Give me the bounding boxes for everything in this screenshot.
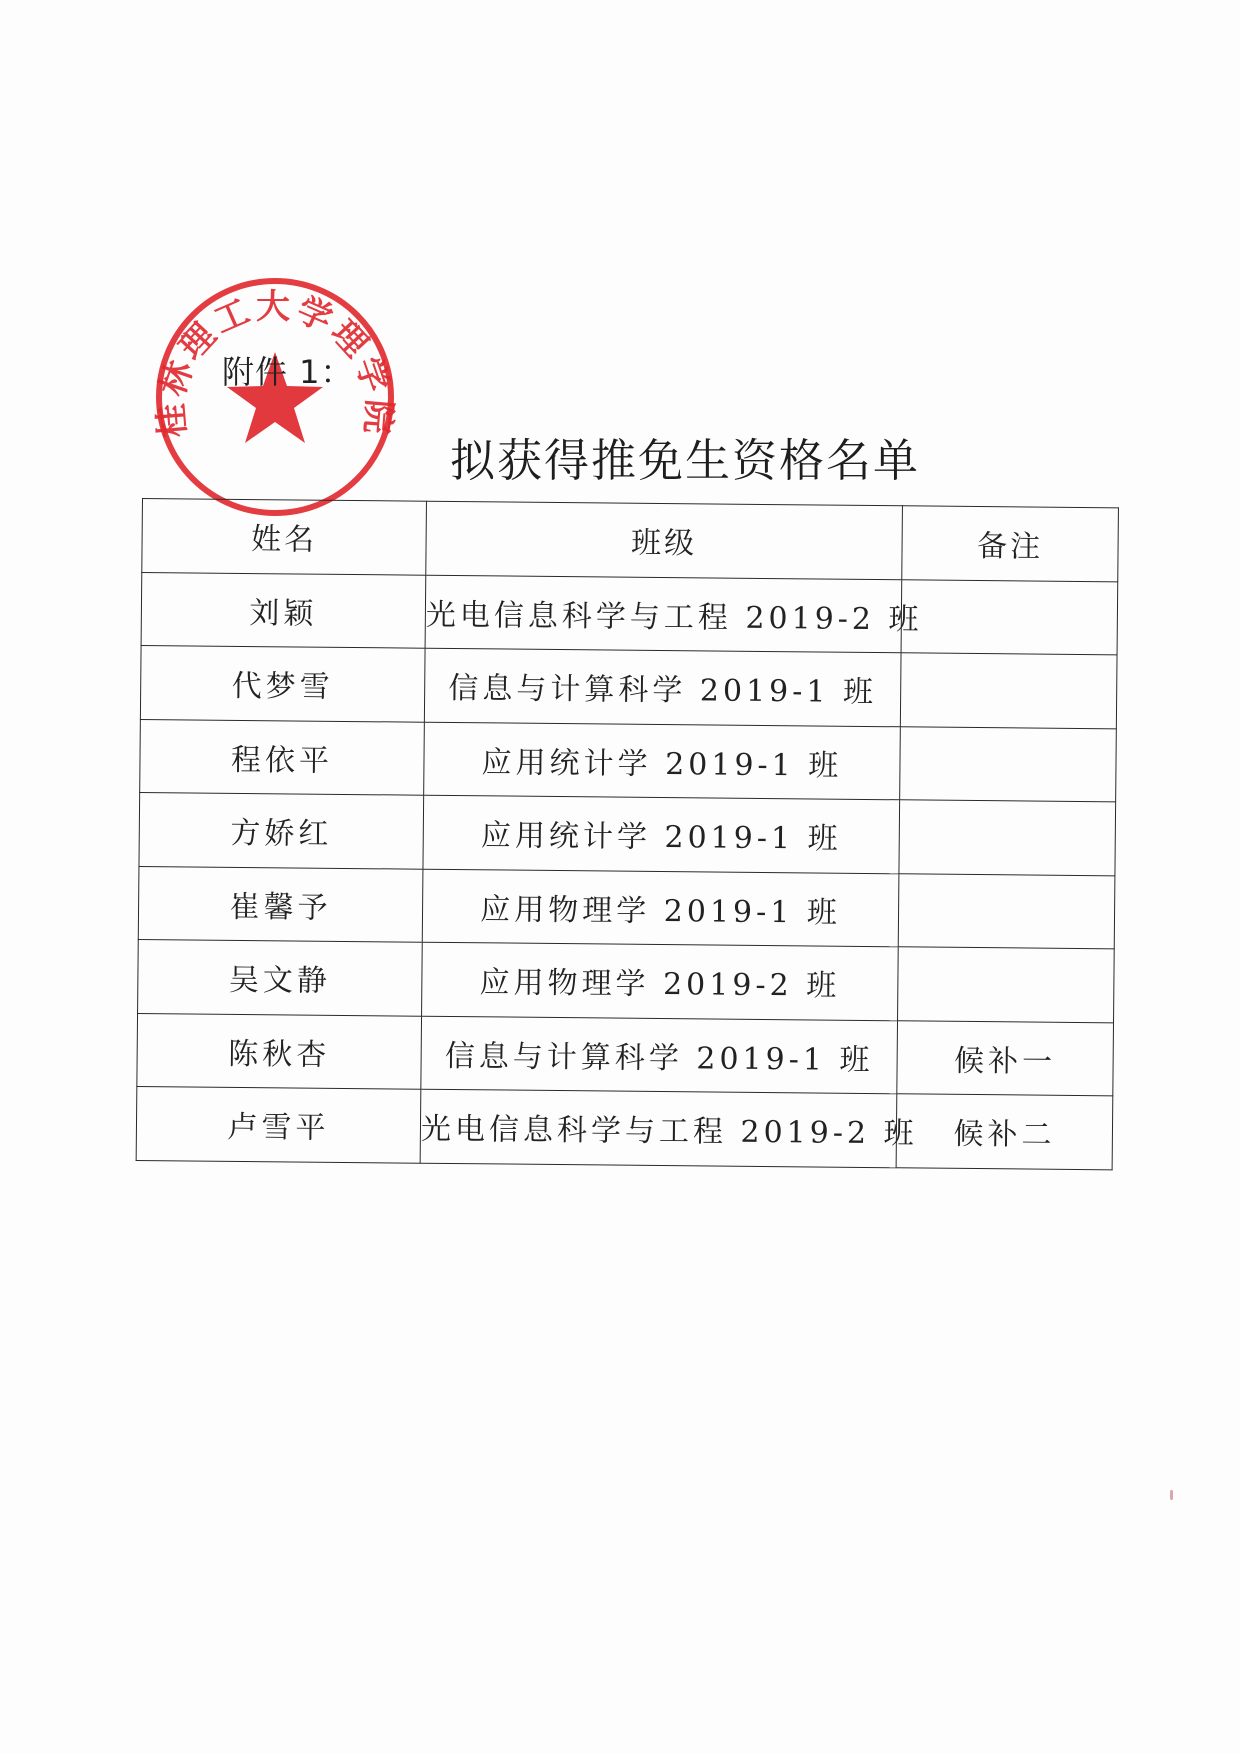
header-note: 备注 bbox=[902, 506, 1119, 582]
cell-note: 候补一 bbox=[897, 1020, 1114, 1096]
cell-name: 吴文静 bbox=[138, 939, 423, 1015]
scan-speck bbox=[1170, 1490, 1173, 1500]
roster-table-container bbox=[136, 498, 1118, 1170]
table-header-row bbox=[142, 499, 1119, 582]
cell-name: 陈秋杏 bbox=[137, 1013, 422, 1089]
cell-note bbox=[898, 873, 1115, 949]
cell-name: 刘颖 bbox=[141, 572, 426, 648]
table-row bbox=[141, 572, 1118, 655]
cell-name: 程依平 bbox=[140, 719, 425, 795]
cell-note bbox=[901, 579, 1118, 655]
cell-name: 卢雪平 bbox=[136, 1086, 421, 1162]
official-seal bbox=[150, 272, 400, 522]
cell-name: 方娇红 bbox=[139, 792, 424, 868]
cell-note: 候补二 bbox=[896, 1094, 1113, 1170]
cell-name: 代梦雪 bbox=[140, 645, 425, 721]
cell-class: 光电信息科学与工程 2019-2 班 bbox=[420, 1089, 897, 1167]
table-row bbox=[138, 939, 1115, 1022]
svg-text:桂林理工大学理学院: 桂林理工大学理学院 bbox=[150, 287, 400, 440]
table-row bbox=[139, 792, 1116, 875]
cell-class: 信息与计算科学 2019-1 班 bbox=[424, 648, 901, 726]
header-class: 班级 bbox=[426, 501, 903, 579]
cell-name: 崔馨予 bbox=[138, 866, 423, 942]
table-row bbox=[137, 1013, 1114, 1096]
page-title: 拟获得推免生资格名单 bbox=[450, 434, 921, 487]
table-row bbox=[140, 645, 1117, 728]
table-row bbox=[138, 866, 1115, 949]
roster-table bbox=[136, 498, 1119, 1170]
cell-class: 信息与计算科学 2019-1 班 bbox=[421, 1016, 898, 1094]
cell-class: 应用物理学 2019-1 班 bbox=[422, 869, 899, 947]
cell-class: 应用物理学 2019-2 班 bbox=[422, 942, 899, 1020]
header-name: 姓名 bbox=[142, 499, 427, 575]
cell-class: 应用统计学 2019-1 班 bbox=[424, 722, 901, 800]
cell-note bbox=[898, 947, 1115, 1023]
table-row bbox=[140, 719, 1117, 802]
cell-note bbox=[900, 726, 1117, 802]
attachment-label: 附件 1： bbox=[222, 353, 354, 391]
cell-class: 光电信息科学与工程 2019-2 班 bbox=[425, 575, 902, 653]
cell-class: 应用统计学 2019-1 班 bbox=[423, 795, 900, 873]
cell-note bbox=[900, 653, 1117, 729]
table-row bbox=[136, 1086, 1113, 1169]
cell-note bbox=[899, 800, 1116, 876]
